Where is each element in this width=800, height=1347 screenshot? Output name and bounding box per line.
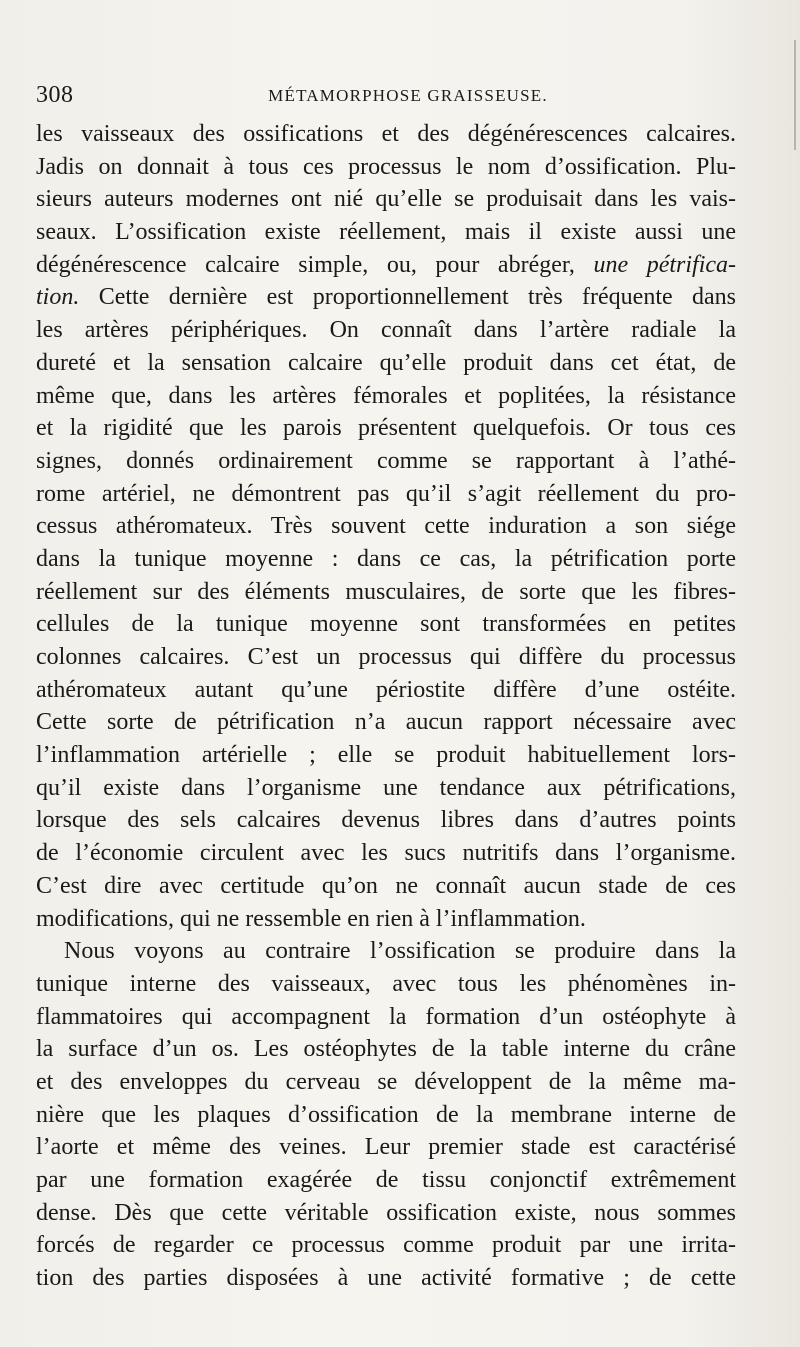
text-line: Nous voyons au contraire l’ossification se produire dans la	[64, 938, 736, 965]
page-header	[36, 82, 736, 116]
text-line: dureté et la sensation calcaire qu’elle produit dans cet état, de	[36, 349, 736, 376]
text-line: dense. Dès que cette véritable ossification existe, nous sommes	[36, 1199, 736, 1226]
text-line: les vaisseaux des ossifications et des dégénérescences calcaires.	[36, 121, 736, 147]
text-line: réellement sur des éléments musculaires, de sorte que les fibres-	[36, 578, 736, 605]
text-line: la surface d’un os. Les ostéophytes de la table interne du crâne	[36, 1036, 736, 1063]
text-line: cellules de la tunique moyenne sont transformées en petites	[36, 611, 736, 638]
text-line: cessus athéromateux. Très souvent cette induration a son siége	[36, 513, 736, 540]
text-line: dans la tunique moyenne : dans ce cas, la pétrification porte	[36, 545, 736, 572]
text-line: les artères périphériques. On connaît dans l’artère radiale la	[36, 317, 736, 344]
page-number: 308	[36, 82, 74, 108]
paragraph-1	[36, 118, 736, 935]
text-line: flammatoires qui accompagnent la formation d’un ostéophyte à	[36, 1003, 736, 1030]
paragraph-2	[36, 935, 736, 1295]
text-line: modifications, qui ne ressemble en rien à l’inflammation.	[36, 905, 586, 932]
text-line: l’aorte et même des veines. Leur premier stade est caractérisé	[36, 1134, 736, 1161]
text-line: de l’économie circulent avec les sucs nutritifs dans l’organisme.	[36, 840, 736, 867]
text-line: colonnes calcaires. C’est un processus qui diffère du processus	[36, 644, 736, 670]
text-line: C’est dire avec certitude qu’on ne connaît aucun stade de ces	[36, 872, 736, 899]
text-line: rome artériel, ne démontrent pas qu’il s’agit réellement du pro-	[36, 480, 736, 507]
text-line: par une formation exagérée de tissu conjonctif extrêmement	[36, 1167, 736, 1193]
text-line: l’inflammation artérielle ; elle se produit habituellement lors-	[36, 742, 736, 769]
body-text	[36, 118, 736, 1295]
text-line: signes, donnés ordinairement comme se rapportant à l’athé-	[36, 447, 736, 474]
italic-term: tion.	[36, 284, 80, 311]
italic-term: une pétrifica-	[593, 251, 736, 278]
text-line: Jadis on donnait à tous ces processus le nom d’ossification. Plu-	[36, 153, 736, 180]
text-line	[36, 281, 736, 314]
text-line: qu’il existe dans l’organisme une tendance aux pétrifications,	[36, 774, 736, 801]
text-line: nière que les plaques d’ossification de la membrane interne de	[36, 1101, 736, 1128]
text-line: même que, dans les artères fémorales et poplitées, la résistance	[36, 382, 736, 409]
text-segment: dégénérescence calcaire simple, ou, pour abréger,	[36, 251, 575, 278]
text-line: et la rigidité que les parois présentent quelquefois. Or tous ces	[36, 415, 736, 442]
text-line: seaux. L’ossification existe réellement, mais il existe aussi une	[36, 219, 736, 246]
text-line: tunique interne des vaisseaux, avec tous les phénomènes in-	[36, 970, 736, 997]
text-line	[36, 249, 736, 282]
text-line: et des enveloppes du cerveau se développent de la même ma-	[36, 1068, 736, 1095]
text-line: lorsque des sels calcaires devenus libres dans d’autres points	[36, 807, 736, 834]
text-segment: Cette dernière est proportionnellement très fréquente dans	[79, 284, 736, 311]
text-line: forcés de regarder ce processus comme produit par une irrita-	[36, 1232, 736, 1259]
text-line: tion des parties disposées à une activité formative ; de cette	[36, 1265, 736, 1292]
running-title: MÉTAMORPHOSE GRAISSEUSE.	[268, 86, 548, 105]
text-line: athéromateux autant qu’une périostite diffère d’une ostéite.	[36, 676, 736, 703]
page-edge-shadow	[794, 40, 796, 150]
text-line: sieurs auteurs modernes ont nié qu’elle se produisait dans les vais-	[36, 186, 736, 213]
text-line: Cette sorte de pétrification n’a aucun rapport nécessaire avec	[36, 709, 736, 736]
